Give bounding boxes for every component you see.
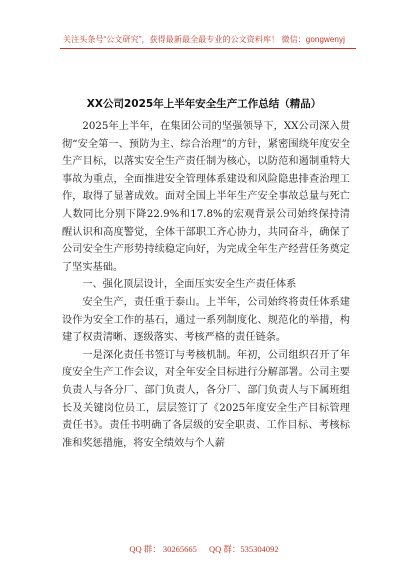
footer-qq-group-1: QQ 群： 30265665: [129, 544, 197, 554]
header-divider: [60, 48, 356, 49]
document-title: XX公司2025年上半年安全生产工作总结（精品）: [86, 98, 322, 110]
footer-qq-group-2: QQ 群：535304092: [209, 544, 279, 554]
header-banner: 关注头条号“公文研究”，获得最新最全最专业的公文资料库！ 微信：gongwenyj: [63, 35, 345, 44]
document-body: [62, 118, 350, 452]
footer-contact: [0, 543, 408, 555]
paragraph-responsibility: 安全生产，责任重于泰山。上半年，公司始终将责任体系建设作为安全工作的基石，通过一系列制度化、规范化的举措，构建了权责清晰、逐级落实、考核严格的责任链条。: [62, 296, 350, 344]
section-heading-1: 一、强化顶层设计，全面压实安全生产责任体系: [82, 279, 297, 291]
paragraph-contract-mechanism: 一是深化责任书签订与考核机制。年初，公司组织召开了年度安全生产工作会议，对全年安全目标进行分解部署。公司主要负责人与各分厂、部门负责人，各分厂、部门负责人与下属班组长及关键岗位员工，层层签订了《2025年度安全生产目标管理责任书》。责任书明确了各层级的安全职责、工作目标、考核标准和奖惩措施，将安全绩效与个人薪: [62, 349, 350, 449]
paragraph-intro: 2025年上半年，在集团公司的坚强领导下，XX公司深入贯彻“安全第一、预防为主、综合治理”的方针，紧密围绕年度安全生产目标，以落实安全生产责任制为核心，以防范和遏制重特大事故为重点，全面推进安全管理体系建设和风险隐患排查治理工作，取得了显著成效。面对全国上半年生产安全事故总量与死亡人数同比分别下降22.9%和17.8%的宏观背景公司始终保持清醒认识和高度警觉，全体干部职工齐心协力，共同奋斗，确保了公司安全生产形势持续稳定向好，为完成全年生产经营任务奠定了坚实基础。: [62, 121, 350, 273]
